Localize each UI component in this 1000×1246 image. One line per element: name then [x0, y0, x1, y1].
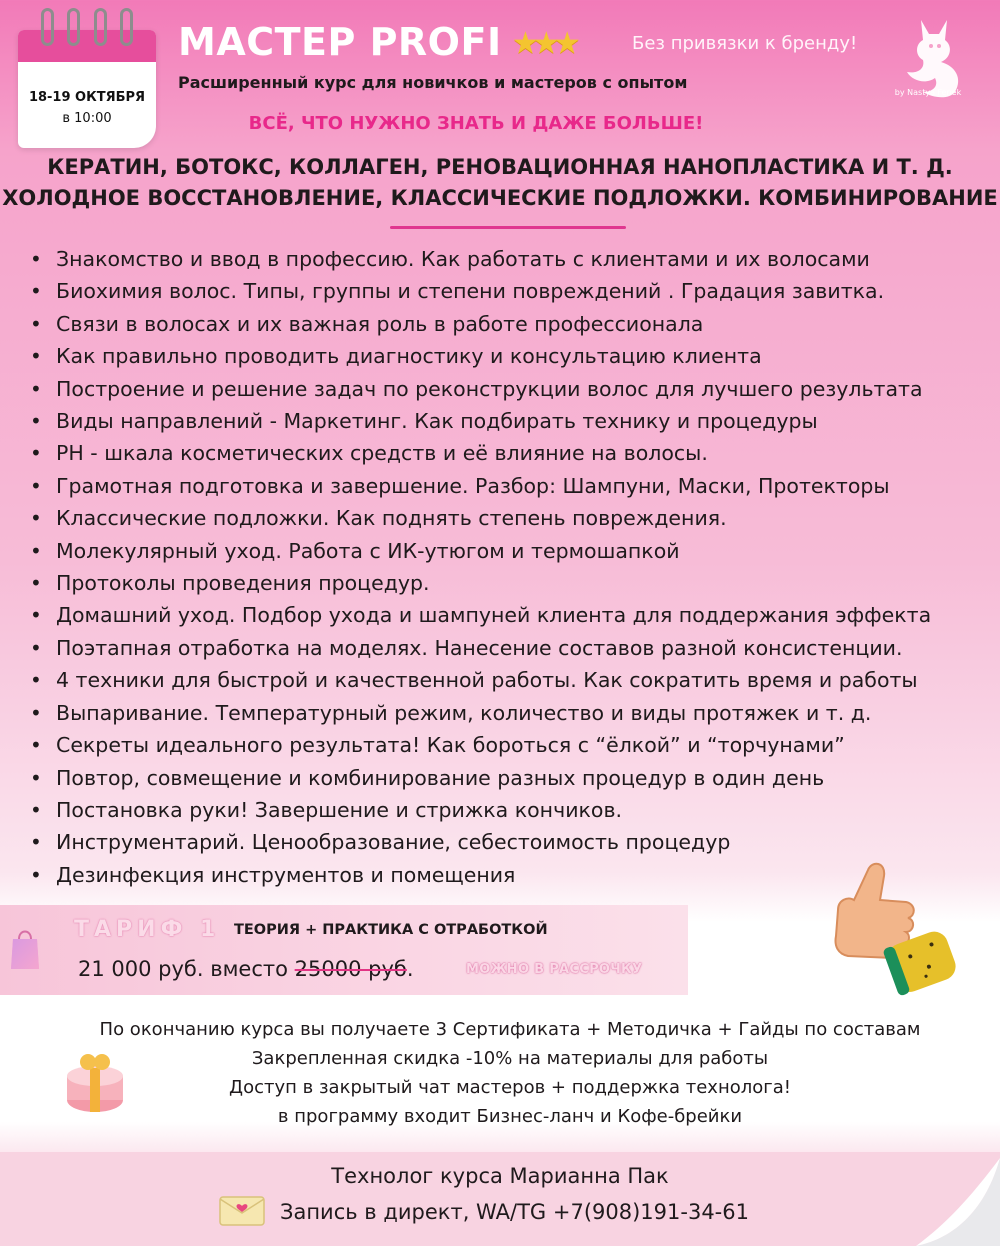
list-item: • Биохимия волос. Типы, группы и степени повреждений . Градация завитка.: [30, 275, 990, 307]
list-item: • Секреты идеального результата! Как бороться с “ёлкой” и “торчунами”: [30, 729, 990, 761]
list-item: • Выпаривание. Температурный режим, количество и виды протяжек и т. д.: [30, 697, 990, 729]
list-item: • 4 техники для быстрой и качественной работы. Как сократить время и работы: [30, 664, 990, 696]
tariff-description: ТЕОРИЯ + ПРАКТИКА С ОТРАБОТКОЙ: [234, 922, 548, 938]
price-current: 21 000 руб. вместо: [78, 957, 295, 981]
calendar-rings-icon: [18, 8, 156, 48]
list-item: • Виды направлений - Маркетинг. Как подбирать технику и процедуры: [30, 405, 990, 437]
list-item: • Протоколы проведения процедур.: [30, 567, 990, 599]
list-item: • Поэтапная отработка на моделях. Нанесение составов разной консистенции.: [30, 632, 990, 664]
list-item: • Как правильно проводить диагностику и консультацию клиента: [30, 340, 990, 372]
price-suffix: .: [406, 957, 414, 981]
calendar-date: 18-19 ОКТЯБРЯ: [28, 90, 146, 105]
calendar-time: в 10:00: [62, 111, 112, 126]
installment-badge: МОЖНО В РАССРОЧКУ: [466, 962, 643, 977]
course-subtitle: Расширенный курс для новичков и мастеров с опытом: [178, 73, 688, 92]
price: [78, 957, 414, 981]
list-item: • Домашний уход. Подбор ухода и шампуней клиента для поддержания эффекта: [30, 599, 990, 631]
bonus-item: Закрепленная скидка -10% на материалы для работы: [251, 1048, 769, 1069]
bonus-item: в программу входит Бизнес-ланч и Кофе-брейки: [277, 1106, 743, 1127]
list-item: • Классические подложки. Как поднять степень повреждения.: [30, 502, 990, 534]
brand-tagline: Без привязки к бренду!: [632, 33, 858, 54]
logo-caption: by Nastya Fenek: [894, 88, 962, 97]
teacher-name: Технолог курса Марианна Пак: [331, 1164, 669, 1188]
list-item: • Инструментарий. Ценообразование, себестоимость процедур: [30, 826, 990, 858]
divider: [390, 226, 626, 229]
envelope-icon: [218, 1193, 266, 1227]
list-item: • Повтор, совмещение и комбинирование разных процедур в один день: [30, 762, 990, 794]
price-old: 25000 руб: [294, 957, 407, 981]
list-item: • Построение и решение задач по реконструкции волос для лучшего результата: [30, 373, 990, 405]
list-item: • Дезинфекция инструментов и помещения: [30, 859, 990, 891]
list-item: • Молекулярный уход. Работа с ИК-утюгом и термошапкой: [30, 535, 990, 567]
bonus-item: По окончанию курса вы получаете 3 Сертификата + Методичка + Гайды по составам: [99, 1019, 921, 1040]
program-list: [30, 243, 990, 891]
list-item: • Связи в волосах и их важная роль в работе профессионала: [30, 308, 990, 340]
bonus-item: Доступ в закрытый чат мастеров + поддержка технолога!: [229, 1077, 791, 1098]
gift-icon: [62, 1050, 128, 1116]
headline-line-2: ХОЛОДНОЕ ВОССТАНОВЛЕНИЕ, КЛАССИЧЕСКИЕ ПОДЛОЖКИ. КОМБИНИРОВАНИЕ: [2, 186, 998, 210]
bag-icon: [10, 925, 40, 971]
page-title: МАСТЕР PROFI: [178, 20, 502, 64]
highlight-slogan: ВСЁ, ЧТО НУЖНО ЗНАТЬ И ДАЖЕ БОЛЬШЕ!: [248, 113, 704, 134]
list-item: • PH - шкала косметических средств и её влияние на волосы.: [30, 437, 990, 469]
headline-line-1: КЕРАТИН, БОТОКС, КОЛЛАГЕН, РЕНОВАЦИОННАЯ НАНОПЛАСТИКА И Т. Д.: [47, 155, 953, 179]
tariff-label: ТАРИФ 1: [74, 917, 221, 942]
contact-info: Запись в директ, WA/TG +7(908)191-34-61: [280, 1200, 749, 1224]
list-item: • Знакомство и ввод в профессию. Как работать с клиентами и их волосами: [30, 243, 990, 275]
stars-icon: ★★★: [512, 26, 575, 61]
list-item: • Постановка руки! Завершение и стрижка кончиков.: [30, 794, 990, 826]
page-curl-icon: [916, 1158, 1000, 1246]
list-item: • Грамотная подготовка и завершение. Разбор: Шампуни, Маски, Протекторы: [30, 470, 990, 502]
bonus-list: [0, 1015, 1000, 1131]
thumbs-up-icon: [808, 850, 958, 1000]
